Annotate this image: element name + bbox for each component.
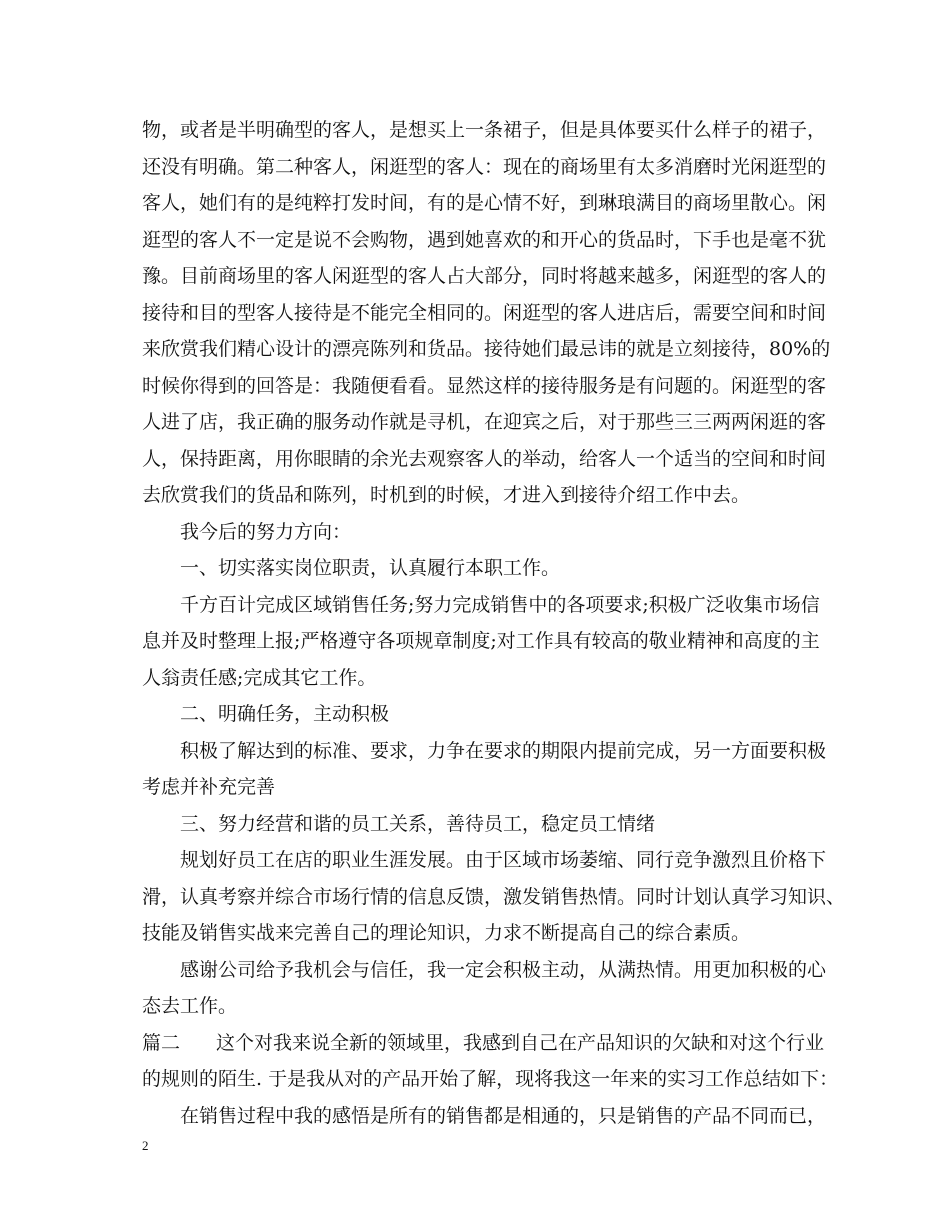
text-line: 物，或者是半明确型的客人，是想买上一条裙子，但是具体要买什么样子的裙子，	[142, 119, 827, 141]
text-line: 人进了店，我正确的服务动作就是寻机，在迎宾之后，对于那些三三两两闲逛的客	[142, 411, 827, 433]
page-number: 2	[142, 1138, 149, 1153]
text-line: 人，保持距离，用你眼睛的余光去观察客人的举动，给客人一个适当的空间和时间	[142, 447, 827, 470]
text-line: 人翁责任感;完成其它工作。	[142, 666, 377, 689]
heading-line: 一、切实落实岗位职责，认真履行本职工作。	[180, 557, 561, 579]
text-line: 态去工作。	[142, 995, 238, 1017]
text-line: 豫。目前商场里的客人闲逛型的客人占大部分，同时将越来越多，闲逛型的客人的	[142, 265, 827, 287]
text-line: 感谢公司给予我机会与信任，我一定会积极主动，从满热情。用更加积极的心	[180, 958, 827, 981]
text-line: 来欣赏我们精心设计的漂亮陈列和货品。接待她们最忌讳的就是立刻接待，80%的	[142, 338, 831, 360]
text-line: 规划好员工在店的职业生涯发展。由于区域市场萎缩、同行竞争激烈且价格下	[180, 849, 827, 871]
text-line: 接待和目的型客人接待是不能完全相同的。闲逛型的客人进店后，需要空间和时间	[142, 301, 827, 324]
text-line: 考虑并补充完善	[142, 776, 276, 798]
text-line: 千方百计完成区域销售任务;努力完成销售中的各项要求;积极广泛收集市场信	[180, 593, 820, 616]
heading-line: 三、努力经营和谐的员工关系，善待员工，稳定员工情绪	[180, 812, 656, 835]
section-line	[142, 1025, 832, 1062]
text-line: 在销售过程中我的感悟是所有的销售都是相通的，只是销售的产品不同而已，	[180, 1104, 827, 1127]
text-line: 技能及销售实战来完善自己的理论知识，力求不断提高自己的综合素质。	[142, 922, 751, 944]
text-line: 的规则的陌生. 于是我从对的产品开始了解，现将我这一年来的实习工作总结如下：	[142, 1068, 839, 1090]
text-line: 时候你得到的回答是：我随便看看。显然这样的接待服务是有问题的。闲逛型的客	[142, 374, 827, 397]
heading-line: 二、明确任务，主动积极	[180, 703, 390, 725]
section-text: 这个对我来说全新的领域里，我感到自己在产品知识的欠缺和对这个行业	[216, 1031, 825, 1054]
heading-line: 我今后的努力方向：	[180, 520, 352, 543]
document-body	[142, 112, 846, 1134]
text-line: 息并及时整理上报;严格遵守各项规章制度;对工作具有较高的敬业精神和高度的主	[142, 630, 820, 652]
text-line: 逛型的客人不一定是说不会购物，遇到她喜欢的和开心的货品时，下手也是毫不犹	[142, 228, 827, 251]
text-line: 客人，她们有的是纯粹打发时间，有的是心情不好，到琳琅满目的商场里散心。闲	[142, 192, 827, 214]
section-label: 篇二	[142, 1031, 181, 1054]
text-line: 还没有明确。第二种客人，闲逛型的客人：现在的商场里有太多消磨时光闲逛型的	[142, 155, 827, 178]
text-line: 滑，认真考察并综合市场行情的信息反馈，激发销售热情。同时计划认真学习知识、	[142, 885, 846, 908]
text-line: 去欣赏我们的货品和陈列，时机到的时候，才进入到接待介绍工作中去。	[142, 484, 751, 506]
text-line: 积极了解达到的标准、要求，力争在要求的期限内提前完成，另一方面要积极	[180, 739, 827, 762]
